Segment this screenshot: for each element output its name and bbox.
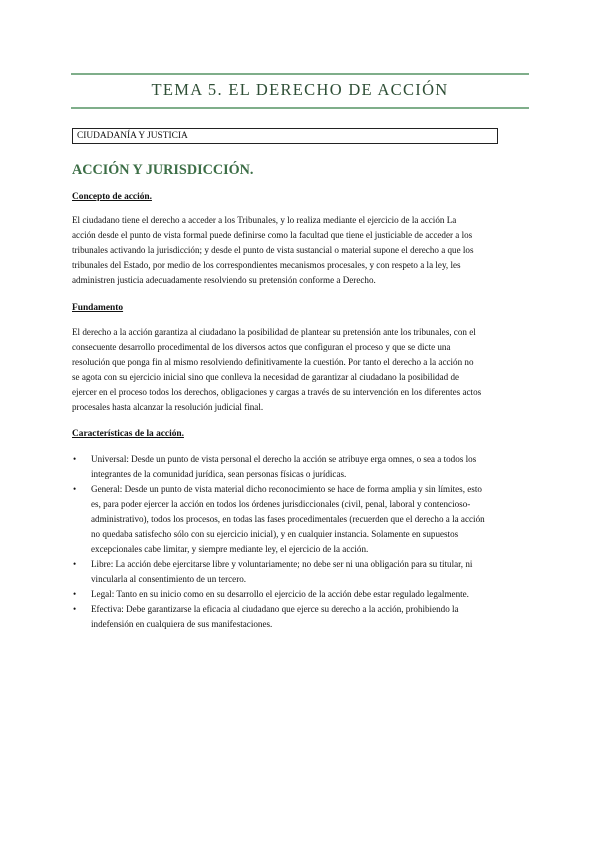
text-line: es, para poder ejercer la acción en todos los órdenes jurisdiccionales (civil, penal, laboral y contencioso- bbox=[91, 499, 471, 509]
caracteristicas-heading: Características de la acción. bbox=[72, 429, 184, 439]
text-line: El derecho a la acción garantiza al ciudadano la posibilidad de plantear su pretensión ante los tribunales, con el bbox=[72, 327, 476, 337]
bullet-icon: • bbox=[73, 559, 77, 569]
list-item bbox=[72, 452, 542, 482]
bullet-icon: • bbox=[73, 604, 77, 614]
text-line: integrantes de la comunidad jurídica, sean personas físicas o jurídicas. bbox=[91, 469, 347, 479]
text-line: vincularla al consentimiento de un tercero. bbox=[91, 574, 247, 584]
bullet-icon: • bbox=[73, 589, 77, 599]
text-line: tribunales activando la jurisdicción; y desde el punto de vista sustancial o material supone el derecho a que los bbox=[72, 245, 474, 255]
text-line: Libre: La acción debe ejercitarse libre y voluntariamente; no debe ser ni una obligación para su titular, ni bbox=[91, 559, 473, 569]
list-item bbox=[72, 557, 542, 587]
text-line: indefensión en cualquiera de sus manifestaciones. bbox=[91, 619, 273, 629]
list-item bbox=[72, 602, 542, 632]
title-bottom-rule bbox=[71, 107, 529, 109]
text-line: Efectiva: Debe garantizarse la eficacia al ciudadano que ejerce su derecho a la acción, prohibiendo la bbox=[91, 604, 459, 614]
text-line: excepcionales cabe limitar, y siempre mediante ley, el ejercicio de la acción. bbox=[91, 544, 369, 554]
list-item bbox=[72, 587, 542, 602]
text-line: se agota con su ejercicio inicial sino que conlleva la necesidad de garantizar al ciudadano la posibilidad de bbox=[72, 372, 460, 382]
caracteristicas-list bbox=[72, 452, 542, 632]
text-line: Legal: Tanto en su inicio como en su desarrollo el ejercicio de la acción debe estar regulado legalmente. bbox=[91, 589, 469, 599]
section-heading: ACCIÓN Y JURISDICCIÓN. bbox=[72, 162, 254, 178]
bullet-icon: • bbox=[73, 484, 77, 494]
title-top-rule bbox=[71, 73, 529, 75]
text-line: administren justicia adecuadamente resolviendo su pretensión conforme a Derecho. bbox=[72, 275, 376, 285]
text-line: tribunales del Estado, por medio de los correspondientes mecanismos procesales, y con respeto a la ley, les bbox=[72, 260, 461, 270]
bullet-icon: • bbox=[73, 454, 77, 464]
text-line: ejercer en el proceso todos los derechos, obligaciones y cargas a través de su intervención en los diferentes actos bbox=[72, 387, 482, 397]
fundamento-heading: Fundamento bbox=[72, 303, 124, 313]
text-line: El ciudadano tiene el derecho a acceder a los Tribunales, y lo realiza mediante el ejercicio de la acción La bbox=[72, 215, 457, 225]
concepto-paragraph bbox=[72, 213, 542, 288]
document-title: TEMA 5. EL DERECHO DE ACCIÓN bbox=[151, 80, 449, 99]
text-line: administrativo), todos los procesos, en todas las fases procedimentales (recuerden que el derecho a la acción bbox=[91, 514, 485, 524]
text-line: consecuente desarrollo procedimental de los diversos actos que configuran el proceso y que se dicte una bbox=[72, 342, 451, 352]
text-line: acción desde el punto de vista formal puede definirse como la facultad que tiene el justiciable de acceder a los bbox=[72, 230, 473, 240]
text-line: procesales hasta alcanzar la resolución judicial final. bbox=[72, 402, 264, 412]
list-item bbox=[72, 482, 542, 557]
text-line: resolución que ponga fin al mismo resolviendo definitivamente la cuestión. Por tanto el derecho a la acción no bbox=[72, 357, 474, 367]
text-line: Universal: Desde un punto de vista personal el derecho la acción se atribuye erga omnes, o sea a todos los bbox=[91, 454, 477, 464]
subject-box: CIUDADANÍA Y JUSTICIA bbox=[72, 128, 498, 144]
text-line: General: Desde un punto de vista material dicho reconocimiento se hace de forma amplia y sin límites, esto bbox=[91, 484, 482, 494]
fundamento-paragraph bbox=[72, 325, 542, 415]
text-line: no quedaba satisfecho sólo con su ejercicio inicial), y en cualquier instancia. Solamente en supuestos bbox=[91, 529, 459, 539]
concepto-heading: Concepto de acción. bbox=[72, 192, 152, 202]
